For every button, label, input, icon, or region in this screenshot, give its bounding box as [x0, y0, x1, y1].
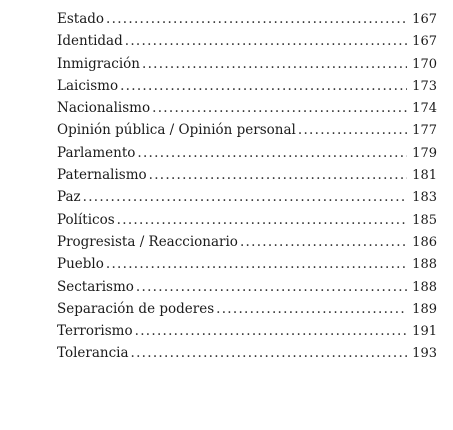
toc-entry-title: Separación de poderes — [57, 300, 215, 317]
dot-leader — [117, 209, 407, 231]
toc-entry-page: 170 — [412, 56, 437, 72]
toc-entry-title: Paternalismo — [57, 167, 147, 184]
toc-entry-page: 167 — [412, 34, 437, 50]
dot-leader — [120, 75, 407, 97]
toc-entry-page: 173 — [412, 78, 437, 94]
toc-entry-page: 191 — [412, 324, 437, 340]
toc-entry-title: Pueblo — [57, 256, 104, 273]
toc-entry-title: Terrorismo — [57, 323, 133, 340]
toc-entry-page: 181 — [412, 168, 437, 184]
toc-entry — [57, 186, 437, 208]
toc-entry-title: Parlamento — [57, 144, 136, 161]
toc-entry — [57, 231, 437, 253]
toc-entry-title: Tolerancia — [57, 345, 129, 362]
dot-leader — [240, 231, 407, 253]
toc-entry-page: 188 — [412, 279, 437, 295]
dot-leader — [136, 276, 407, 298]
toc-entry-title: Estado — [57, 11, 105, 27]
toc-entry — [57, 75, 437, 97]
toc-entry — [57, 276, 437, 298]
dot-leader — [106, 253, 407, 275]
toc-entry-page: 188 — [412, 257, 437, 273]
toc-entry-page: 183 — [412, 190, 437, 206]
dot-leader — [137, 142, 407, 164]
dot-leader — [142, 53, 407, 75]
toc-entry-page: 185 — [412, 212, 437, 228]
toc-entry — [57, 320, 437, 342]
toc-entry — [57, 209, 437, 231]
toc-entry — [57, 253, 437, 275]
dot-leader — [135, 320, 407, 342]
toc-entry-title: Inmigración — [57, 55, 140, 72]
table-of-contents — [57, 8, 437, 365]
toc-entry — [57, 53, 437, 75]
toc-entry-title: Progresista / Reaccionario — [57, 233, 238, 250]
toc-entry-page: 189 — [412, 301, 437, 317]
toc-entry — [57, 164, 437, 186]
toc-entry-page: 167 — [412, 12, 437, 27]
dot-leader — [216, 298, 407, 320]
toc-entry — [57, 298, 437, 320]
toc-entry-page: 186 — [412, 234, 437, 250]
dot-leader — [83, 186, 407, 208]
toc-entry-page: 174 — [412, 101, 437, 117]
toc-entry-title: Identidad — [57, 33, 123, 50]
toc-entry — [57, 119, 437, 141]
toc-entry-page: 179 — [412, 145, 437, 161]
toc-entry — [57, 342, 437, 364]
toc-entry-title: Laicismo — [57, 77, 119, 94]
toc-entry — [57, 30, 437, 52]
toc-entry-title: Opinión pública / Opinión personal — [57, 122, 296, 139]
toc-entry-title: Sectarismo — [57, 278, 134, 295]
toc-entry-page: 177 — [412, 123, 437, 139]
toc-entry — [57, 142, 437, 164]
toc-entry-page: 193 — [412, 346, 437, 362]
dot-leader — [298, 119, 407, 141]
dot-leader — [131, 342, 407, 364]
toc-entry — [57, 97, 437, 119]
toc-entry-title: Políticos — [57, 211, 115, 228]
toc-entry-title: Paz — [57, 189, 81, 206]
dot-leader — [106, 8, 407, 30]
dot-leader — [149, 164, 407, 186]
dot-leader — [125, 30, 407, 52]
toc-entry-title: Nacionalismo — [57, 100, 151, 117]
dot-leader — [152, 97, 407, 119]
toc-entry — [57, 8, 437, 30]
